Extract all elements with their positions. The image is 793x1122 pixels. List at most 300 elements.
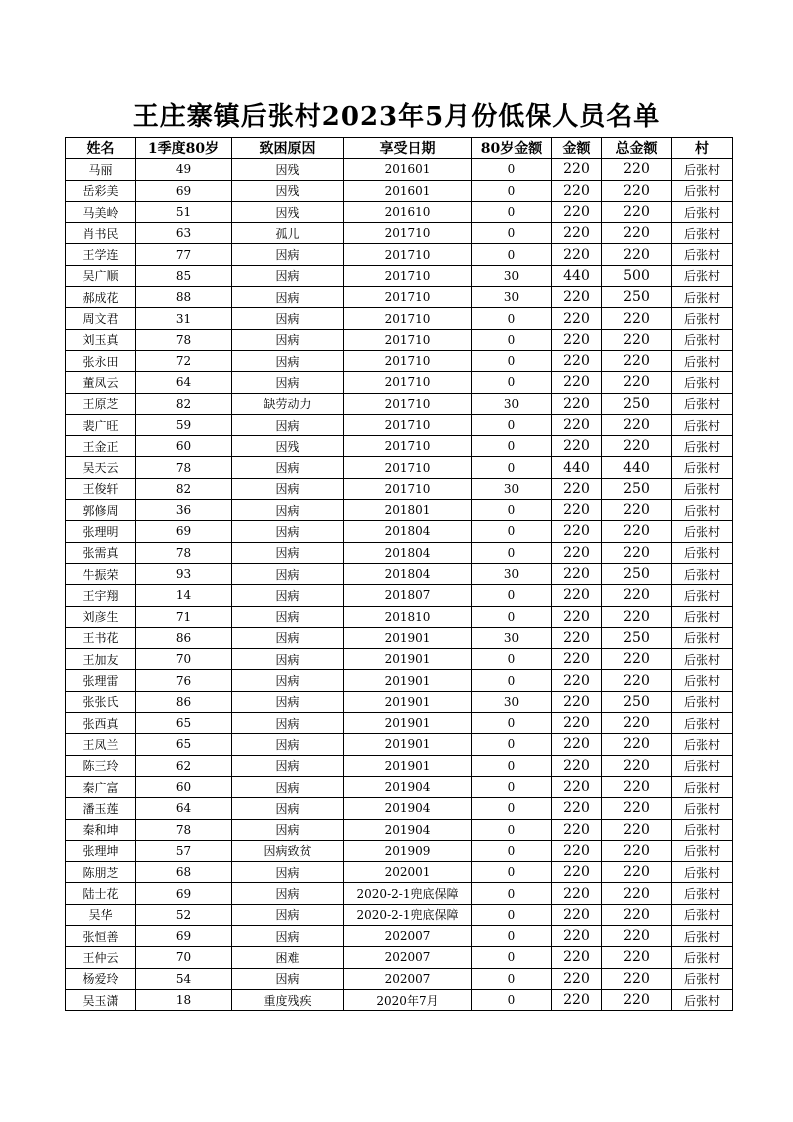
reason-cell: 因病 xyxy=(232,904,344,925)
table-row xyxy=(66,244,733,265)
q1-80-cell: 86 xyxy=(136,691,232,712)
village-cell: 后张村 xyxy=(672,925,733,946)
table-row xyxy=(66,414,733,435)
reason-cell: 因病 xyxy=(232,649,344,670)
80-amount-cell: 30 xyxy=(472,287,552,308)
total-cell: 220 xyxy=(602,883,672,904)
80-amount-cell: 0 xyxy=(472,649,552,670)
amount-cell: 220 xyxy=(552,691,602,712)
total-cell: 220 xyxy=(602,350,672,371)
start-date-cell: 2020年7月 xyxy=(344,989,472,1010)
name-cell: 肖书民 xyxy=(66,223,136,244)
amount-cell: 220 xyxy=(552,947,602,968)
80-amount-cell: 30 xyxy=(472,478,552,499)
amount-cell: 220 xyxy=(552,542,602,563)
total-cell: 250 xyxy=(602,287,672,308)
reason-cell: 因病 xyxy=(232,265,344,286)
total-cell: 250 xyxy=(602,393,672,414)
start-date-cell: 201710 xyxy=(344,372,472,393)
reason-cell: 因病 xyxy=(232,542,344,563)
name-cell: 张西真 xyxy=(66,713,136,734)
reason-cell: 因病 xyxy=(232,691,344,712)
name-cell: 董凤云 xyxy=(66,372,136,393)
reason-cell: 因病 xyxy=(232,627,344,648)
80-amount-cell: 0 xyxy=(472,606,552,627)
village-cell: 后张村 xyxy=(672,201,733,222)
table-row xyxy=(66,180,733,201)
village-cell: 后张村 xyxy=(672,308,733,329)
reason-cell: 因病 xyxy=(232,414,344,435)
reason-cell: 因病 xyxy=(232,308,344,329)
amount-cell: 220 xyxy=(552,840,602,861)
amount-cell: 220 xyxy=(552,968,602,989)
q1-80-cell: 71 xyxy=(136,606,232,627)
village-cell: 后张村 xyxy=(672,563,733,584)
table-row xyxy=(66,627,733,648)
amount-cell: 220 xyxy=(552,585,602,606)
village-cell: 后张村 xyxy=(672,776,733,797)
reason-cell: 因病 xyxy=(232,798,344,819)
start-date-cell: 201710 xyxy=(344,244,472,265)
table-row xyxy=(66,542,733,563)
q1-80-cell: 59 xyxy=(136,414,232,435)
total-cell: 440 xyxy=(602,457,672,478)
start-date-cell: 201810 xyxy=(344,606,472,627)
80-amount-cell: 0 xyxy=(472,947,552,968)
reason-cell: 因病 xyxy=(232,862,344,883)
total-cell: 220 xyxy=(602,734,672,755)
village-cell: 后张村 xyxy=(672,883,733,904)
table-row xyxy=(66,819,733,840)
amount-cell: 220 xyxy=(552,606,602,627)
village-cell: 后张村 xyxy=(672,627,733,648)
reason-cell: 因病 xyxy=(232,776,344,797)
amount-cell: 220 xyxy=(552,500,602,521)
80-amount-cell: 0 xyxy=(472,734,552,755)
start-date-cell: 2020-2-1兜底保障 xyxy=(344,883,472,904)
total-cell: 220 xyxy=(602,244,672,265)
total-cell: 220 xyxy=(602,308,672,329)
village-cell: 后张村 xyxy=(672,478,733,499)
table-row xyxy=(66,862,733,883)
reason-cell: 因病 xyxy=(232,968,344,989)
village-cell: 后张村 xyxy=(672,287,733,308)
amount-cell: 220 xyxy=(552,521,602,542)
table-row xyxy=(66,329,733,350)
table-row xyxy=(66,585,733,606)
reason-cell: 因残 xyxy=(232,201,344,222)
80-amount-cell: 0 xyxy=(472,457,552,478)
amount-cell: 220 xyxy=(552,776,602,797)
reason-cell: 因病 xyxy=(232,350,344,371)
village-cell: 后张村 xyxy=(672,840,733,861)
total-cell: 220 xyxy=(602,968,672,989)
start-date-cell: 201710 xyxy=(344,350,472,371)
reason-cell: 因病 xyxy=(232,521,344,542)
name-cell: 吴华 xyxy=(66,904,136,925)
name-cell: 郭修周 xyxy=(66,500,136,521)
amount-cell: 220 xyxy=(552,393,602,414)
80-amount-cell: 0 xyxy=(472,776,552,797)
table-row xyxy=(66,989,733,1010)
total-cell: 220 xyxy=(602,329,672,350)
total-cell: 250 xyxy=(602,478,672,499)
village-cell: 后张村 xyxy=(672,947,733,968)
name-cell: 王原芝 xyxy=(66,393,136,414)
reason-cell: 因病 xyxy=(232,457,344,478)
q1-80-cell: 69 xyxy=(136,521,232,542)
col-header-80-amount: 80岁金额 xyxy=(472,138,552,159)
80-amount-cell: 0 xyxy=(472,798,552,819)
total-cell: 220 xyxy=(602,925,672,946)
q1-80-cell: 78 xyxy=(136,542,232,563)
80-amount-cell: 0 xyxy=(472,500,552,521)
80-amount-cell: 30 xyxy=(472,691,552,712)
name-cell: 王学连 xyxy=(66,244,136,265)
village-cell: 后张村 xyxy=(672,414,733,435)
q1-80-cell: 69 xyxy=(136,883,232,904)
village-cell: 后张村 xyxy=(672,862,733,883)
name-cell: 刘玉真 xyxy=(66,329,136,350)
name-cell: 张恒善 xyxy=(66,925,136,946)
amount-cell: 220 xyxy=(552,925,602,946)
q1-80-cell: 70 xyxy=(136,649,232,670)
amount-cell: 220 xyxy=(552,883,602,904)
amount-cell: 220 xyxy=(552,223,602,244)
name-cell: 王金正 xyxy=(66,436,136,457)
start-date-cell: 201901 xyxy=(344,734,472,755)
village-cell: 后张村 xyxy=(672,244,733,265)
start-date-cell: 201901 xyxy=(344,755,472,776)
80-amount-cell: 0 xyxy=(472,862,552,883)
reason-cell: 因病 xyxy=(232,734,344,755)
table-row xyxy=(66,223,733,244)
document-title: 王庄寨镇后张村2023年5月份低保人员名单 xyxy=(132,102,661,132)
total-cell: 220 xyxy=(602,500,672,521)
reason-cell: 因病 xyxy=(232,585,344,606)
q1-80-cell: 52 xyxy=(136,904,232,925)
table-row xyxy=(66,947,733,968)
q1-80-cell: 60 xyxy=(136,436,232,457)
q1-80-cell: 49 xyxy=(136,159,232,180)
q1-80-cell: 64 xyxy=(136,798,232,819)
table-row xyxy=(66,840,733,861)
name-cell: 杨爱玲 xyxy=(66,968,136,989)
80-amount-cell: 0 xyxy=(472,968,552,989)
table-row xyxy=(66,500,733,521)
name-cell: 陆士花 xyxy=(66,883,136,904)
80-amount-cell: 0 xyxy=(472,521,552,542)
start-date-cell: 201904 xyxy=(344,776,472,797)
80-amount-cell: 0 xyxy=(472,989,552,1010)
village-cell: 后张村 xyxy=(672,649,733,670)
80-amount-cell: 0 xyxy=(472,308,552,329)
start-date-cell: 201801 xyxy=(344,500,472,521)
q1-80-cell: 68 xyxy=(136,862,232,883)
name-cell: 裴广旺 xyxy=(66,414,136,435)
table-row xyxy=(66,649,733,670)
amount-cell: 220 xyxy=(552,350,602,371)
name-cell: 周文君 xyxy=(66,308,136,329)
amount-cell: 220 xyxy=(552,734,602,755)
q1-80-cell: 85 xyxy=(136,265,232,286)
q1-80-cell: 31 xyxy=(136,308,232,329)
amount-cell: 220 xyxy=(552,798,602,819)
table-body xyxy=(66,159,733,1011)
80-amount-cell: 30 xyxy=(472,563,552,584)
village-cell: 后张村 xyxy=(672,180,733,201)
80-amount-cell: 0 xyxy=(472,585,552,606)
name-cell: 郝成花 xyxy=(66,287,136,308)
q1-80-cell: 54 xyxy=(136,968,232,989)
name-cell: 陈朋芝 xyxy=(66,862,136,883)
name-cell: 王俊轩 xyxy=(66,478,136,499)
q1-80-cell: 78 xyxy=(136,457,232,478)
reason-cell: 因病 xyxy=(232,925,344,946)
start-date-cell: 201804 xyxy=(344,521,472,542)
total-cell: 220 xyxy=(602,798,672,819)
table-header-row xyxy=(66,138,733,159)
name-cell: 张理坤 xyxy=(66,840,136,861)
amount-cell: 220 xyxy=(552,649,602,670)
name-cell: 王书花 xyxy=(66,627,136,648)
village-cell: 后张村 xyxy=(672,904,733,925)
reason-cell: 因残 xyxy=(232,159,344,180)
amount-cell: 220 xyxy=(552,414,602,435)
q1-80-cell: 86 xyxy=(136,627,232,648)
start-date-cell: 202007 xyxy=(344,947,472,968)
table-row xyxy=(66,393,733,414)
total-cell: 220 xyxy=(602,372,672,393)
table-row xyxy=(66,691,733,712)
table-row xyxy=(66,968,733,989)
name-cell: 吴天云 xyxy=(66,457,136,478)
village-cell: 后张村 xyxy=(672,968,733,989)
village-cell: 后张村 xyxy=(672,542,733,563)
total-cell: 220 xyxy=(602,649,672,670)
start-date-cell: 201710 xyxy=(344,223,472,244)
village-cell: 后张村 xyxy=(672,521,733,542)
q1-80-cell: 77 xyxy=(136,244,232,265)
start-date-cell: 201710 xyxy=(344,393,472,414)
table-row xyxy=(66,713,733,734)
80-amount-cell: 30 xyxy=(472,393,552,414)
village-cell: 后张村 xyxy=(672,989,733,1010)
village-cell: 后张村 xyxy=(672,713,733,734)
80-amount-cell: 0 xyxy=(472,350,552,371)
start-date-cell: 201710 xyxy=(344,329,472,350)
q1-80-cell: 93 xyxy=(136,563,232,584)
table-row xyxy=(66,265,733,286)
total-cell: 220 xyxy=(602,670,672,691)
start-date-cell: 201901 xyxy=(344,670,472,691)
village-cell: 后张村 xyxy=(672,393,733,414)
total-cell: 250 xyxy=(602,563,672,584)
name-cell: 吴广顺 xyxy=(66,265,136,286)
start-date-cell: 202001 xyxy=(344,862,472,883)
start-date-cell: 201710 xyxy=(344,414,472,435)
table-row xyxy=(66,883,733,904)
reason-cell: 缺劳动力 xyxy=(232,393,344,414)
amount-cell: 220 xyxy=(552,627,602,648)
amount-cell: 220 xyxy=(552,244,602,265)
80-amount-cell: 30 xyxy=(472,265,552,286)
start-date-cell: 2020-2-1兜底保障 xyxy=(344,904,472,925)
amount-cell: 220 xyxy=(552,180,602,201)
village-cell: 后张村 xyxy=(672,265,733,286)
start-date-cell: 201710 xyxy=(344,308,472,329)
col-header-amount: 金额 xyxy=(552,138,602,159)
total-cell: 220 xyxy=(602,819,672,840)
q1-80-cell: 69 xyxy=(136,180,232,201)
amount-cell: 440 xyxy=(552,457,602,478)
reason-cell: 因病 xyxy=(232,670,344,691)
reason-cell: 因残 xyxy=(232,436,344,457)
80-amount-cell: 30 xyxy=(472,627,552,648)
name-cell: 王加友 xyxy=(66,649,136,670)
table-row xyxy=(66,308,733,329)
q1-80-cell: 88 xyxy=(136,287,232,308)
start-date-cell: 201710 xyxy=(344,287,472,308)
total-cell: 220 xyxy=(602,223,672,244)
total-cell: 220 xyxy=(602,542,672,563)
table-row xyxy=(66,457,733,478)
start-date-cell: 201710 xyxy=(344,265,472,286)
amount-cell: 220 xyxy=(552,755,602,776)
table-row xyxy=(66,478,733,499)
start-date-cell: 202007 xyxy=(344,968,472,989)
amount-cell: 220 xyxy=(552,287,602,308)
reason-cell: 因病 xyxy=(232,713,344,734)
q1-80-cell: 14 xyxy=(136,585,232,606)
col-header-village: 村 xyxy=(672,138,733,159)
80-amount-cell: 0 xyxy=(472,542,552,563)
start-date-cell: 201901 xyxy=(344,713,472,734)
reason-cell: 因残 xyxy=(232,180,344,201)
amount-cell: 440 xyxy=(552,265,602,286)
80-amount-cell: 0 xyxy=(472,713,552,734)
q1-80-cell: 78 xyxy=(136,819,232,840)
total-cell: 220 xyxy=(602,585,672,606)
80-amount-cell: 0 xyxy=(472,180,552,201)
q1-80-cell: 78 xyxy=(136,329,232,350)
name-cell: 岳彩美 xyxy=(66,180,136,201)
start-date-cell: 201904 xyxy=(344,798,472,819)
80-amount-cell: 0 xyxy=(472,372,552,393)
start-date-cell: 201710 xyxy=(344,478,472,499)
total-cell: 220 xyxy=(602,947,672,968)
village-cell: 后张村 xyxy=(672,372,733,393)
reason-cell: 因病 xyxy=(232,500,344,521)
amount-cell: 220 xyxy=(552,201,602,222)
table-row xyxy=(66,201,733,222)
name-cell: 刘彦生 xyxy=(66,606,136,627)
reason-cell: 因病 xyxy=(232,755,344,776)
q1-80-cell: 76 xyxy=(136,670,232,691)
q1-80-cell: 69 xyxy=(136,925,232,946)
start-date-cell: 201610 xyxy=(344,201,472,222)
80-amount-cell: 0 xyxy=(472,819,552,840)
start-date-cell: 201804 xyxy=(344,542,472,563)
village-cell: 后张村 xyxy=(672,350,733,371)
village-cell: 后张村 xyxy=(672,691,733,712)
village-cell: 后张村 xyxy=(672,670,733,691)
village-cell: 后张村 xyxy=(672,755,733,776)
80-amount-cell: 0 xyxy=(472,925,552,946)
start-date-cell: 201901 xyxy=(344,649,472,670)
start-date-cell: 201804 xyxy=(344,563,472,584)
start-date-cell: 201710 xyxy=(344,436,472,457)
name-cell: 张理雷 xyxy=(66,670,136,691)
q1-80-cell: 82 xyxy=(136,393,232,414)
total-cell: 220 xyxy=(602,904,672,925)
total-cell: 220 xyxy=(602,521,672,542)
reason-cell: 因病致贫 xyxy=(232,840,344,861)
amount-cell: 220 xyxy=(552,159,602,180)
table-row xyxy=(66,798,733,819)
q1-80-cell: 51 xyxy=(136,201,232,222)
assistance-roster-table xyxy=(65,137,733,1011)
80-amount-cell: 0 xyxy=(472,223,552,244)
amount-cell: 220 xyxy=(552,329,602,350)
total-cell: 220 xyxy=(602,414,672,435)
village-cell: 后张村 xyxy=(672,734,733,755)
start-date-cell: 202007 xyxy=(344,925,472,946)
village-cell: 后张村 xyxy=(672,798,733,819)
table-row xyxy=(66,734,733,755)
reason-cell: 因病 xyxy=(232,287,344,308)
start-date-cell: 201601 xyxy=(344,159,472,180)
col-header-q1-80: 1季度80岁 xyxy=(136,138,232,159)
reason-cell: 孤儿 xyxy=(232,223,344,244)
total-cell: 500 xyxy=(602,265,672,286)
80-amount-cell: 0 xyxy=(472,883,552,904)
name-cell: 吴玉潇 xyxy=(66,989,136,1010)
reason-cell: 因病 xyxy=(232,478,344,499)
name-cell: 王宇翔 xyxy=(66,585,136,606)
q1-80-cell: 82 xyxy=(136,478,232,499)
amount-cell: 220 xyxy=(552,904,602,925)
name-cell: 秦广富 xyxy=(66,776,136,797)
amount-cell: 220 xyxy=(552,436,602,457)
q1-80-cell: 57 xyxy=(136,840,232,861)
table-row xyxy=(66,372,733,393)
amount-cell: 220 xyxy=(552,563,602,584)
table-row xyxy=(66,287,733,308)
amount-cell: 220 xyxy=(552,372,602,393)
80-amount-cell: 0 xyxy=(472,201,552,222)
amount-cell: 220 xyxy=(552,989,602,1010)
total-cell: 250 xyxy=(602,627,672,648)
reason-cell: 因病 xyxy=(232,883,344,904)
table-row xyxy=(66,563,733,584)
start-date-cell: 201901 xyxy=(344,691,472,712)
amount-cell: 220 xyxy=(552,478,602,499)
q1-80-cell: 65 xyxy=(136,734,232,755)
q1-80-cell: 65 xyxy=(136,713,232,734)
q1-80-cell: 62 xyxy=(136,755,232,776)
table-row xyxy=(66,904,733,925)
reason-cell: 重度残疾 xyxy=(232,989,344,1010)
start-date-cell: 201909 xyxy=(344,840,472,861)
name-cell: 张需真 xyxy=(66,542,136,563)
total-cell: 220 xyxy=(602,159,672,180)
reason-cell: 因病 xyxy=(232,329,344,350)
80-amount-cell: 0 xyxy=(472,904,552,925)
reason-cell: 困难 xyxy=(232,947,344,968)
amount-cell: 220 xyxy=(552,713,602,734)
total-cell: 220 xyxy=(602,755,672,776)
